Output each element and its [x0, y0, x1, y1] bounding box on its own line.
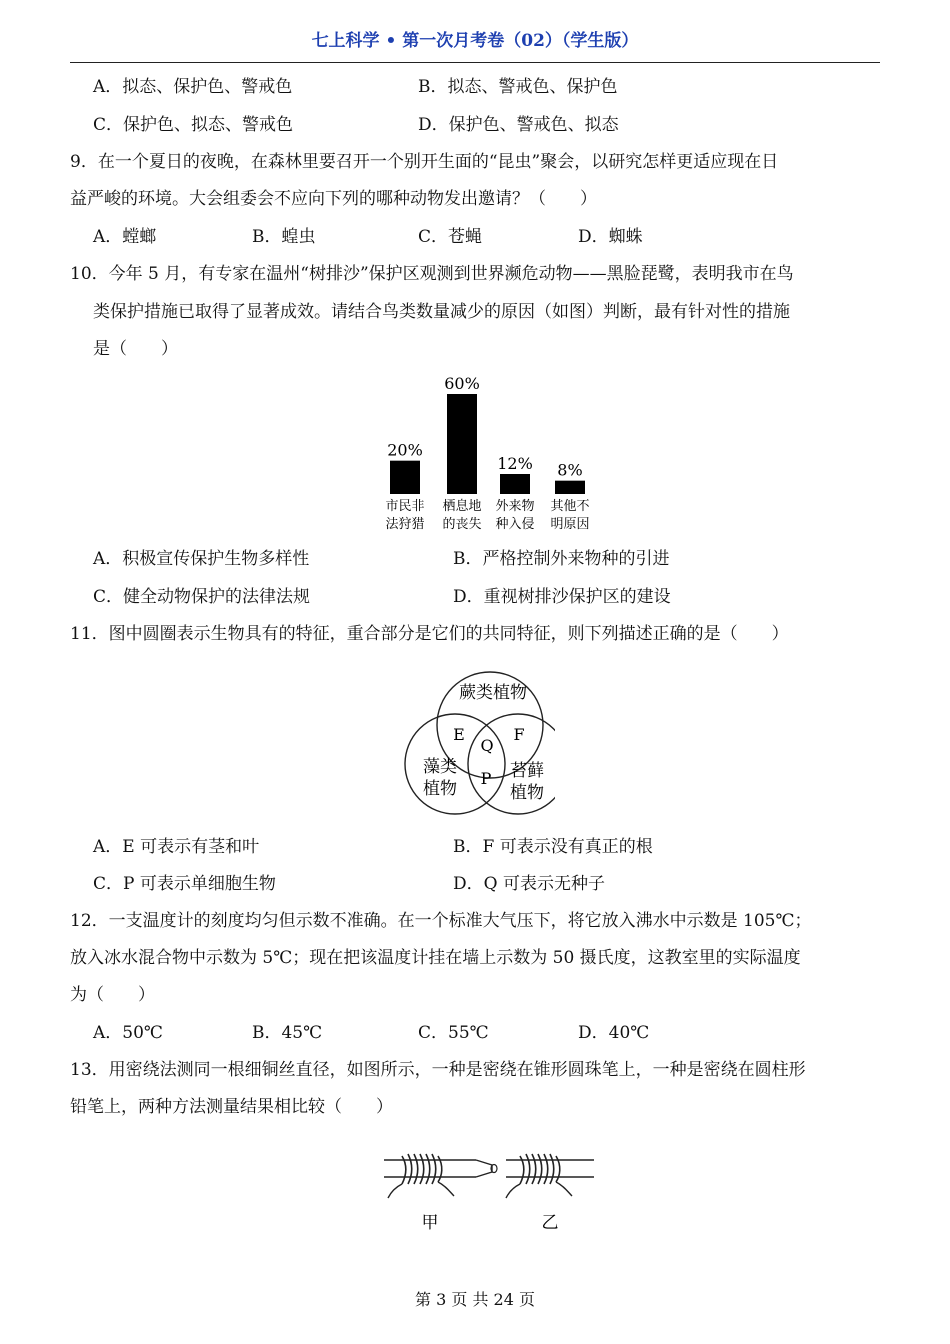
q8-option-d: D．保护色、警戒色、拟态	[418, 115, 619, 135]
q10-option-c: C．健全动物保护的法律法规	[93, 587, 311, 607]
q9-option-d: D．蜘蛛	[578, 227, 643, 247]
q9-option-a: A．螳螂	[93, 227, 157, 247]
bar-value-label-1: 60%	[444, 374, 480, 393]
q12-stem-line3: 为（ ）	[70, 985, 155, 1005]
q13-stem-line1: 13．用密绕法测同一根细铜丝直径，如图所示，一种是密绕在锥形圆珠笔上，一种是密绕在圆柱形	[70, 1060, 806, 1080]
q9-option-c: C．苍蝇	[418, 227, 483, 247]
venn-label-algae-2: 植物	[423, 779, 457, 799]
q10-stem-line2: 类保护措施已取得了显著成效。请结合鸟类数量减少的原因（如图）判断，最有针对性的措施	[93, 302, 790, 322]
q10-stem-line1: 10．今年 5 月，有专家在温州“树排沙”保护区观测到世界濒危动物——黑脸琵鹭，表明我市在鸟	[70, 264, 794, 284]
coil-figures	[380, 1140, 600, 1240]
q8-option-c: C．保护色、拟态、警戒色	[93, 115, 294, 135]
venn-region-q: Q	[480, 736, 494, 755]
bar-category-label-3-line2: 明原因	[550, 517, 590, 532]
bar-category-label-1-line1: 栖息地	[442, 499, 482, 514]
bar-3	[555, 481, 585, 494]
venn-label-fern: 蕨类植物	[459, 683, 527, 703]
page-number: 第 3 页 共 24 页	[415, 1290, 535, 1309]
q11-stem: 11．图中圆圈表示生物具有的特征，重合部分是它们的共同特征，则下列描述正确的是（ ）	[70, 624, 789, 644]
q8-option-b: B．拟态、警戒色、保护色	[418, 77, 618, 97]
coil-on-cone-pen	[384, 1154, 497, 1198]
coil-on-cylinder-pencil	[506, 1154, 594, 1198]
coil-label-jia: 甲	[421, 1213, 439, 1233]
bar-category-label-2-line1: 外来物	[495, 499, 535, 514]
venn-label-moss-1: 苔藓	[510, 761, 544, 781]
q9-stem-line1: 9．在一个夏日的夜晚，在森林里要召开一个别开生面的“昆虫”聚会，以研究怎样更适应现在日	[70, 152, 779, 172]
q11-option-c: C．P 可表示单细胞生物	[93, 874, 276, 894]
venn-label-algae-1: 藻类	[423, 757, 457, 777]
bar-2	[500, 474, 530, 494]
q11-option-a: A．E 可表示有茎和叶	[93, 837, 260, 857]
header-rule	[70, 62, 880, 63]
bar-value-label-3: 8%	[557, 460, 583, 480]
bar-category-label-0-line1: 市民非	[385, 499, 425, 514]
bar-category-label-1-line2: 的丧失	[442, 517, 482, 532]
q10-option-d: D．重视树排沙保护区的建设	[453, 587, 671, 607]
venn-region-p: P	[480, 769, 492, 788]
venn-region-f: F	[513, 725, 525, 744]
q12-option-d: D．40℃	[578, 1023, 650, 1043]
coil-label-yi: 乙	[541, 1213, 559, 1233]
venn-label-moss-2: 植物	[510, 783, 544, 803]
bar-value-label-2: 12%	[497, 454, 533, 473]
q12-option-b: B．45℃	[252, 1023, 323, 1043]
q10-option-a: A．积极宣传保护生物多样性	[93, 549, 310, 569]
q11-option-b: B．F 可表示没有真正的根	[453, 837, 653, 857]
q9-stem-line2: 益严峻的环境。大会组委会不应向下列的哪种动物发出邀请？（ ）	[70, 189, 597, 209]
q13-stem-line2: 铅笔上，两种方法测量结果相比较（ ）	[70, 1097, 393, 1117]
venn-diagram	[395, 660, 555, 820]
bar-value-label-0: 20%	[387, 440, 423, 460]
q12-stem-line1: 12．一支温度计的刻度均匀但示数不准确。在一个标准大气压下，将它放入沸水中示数是 105℃；	[70, 911, 812, 931]
q12-stem-line2: 放入冰水混合物中示数为 5℃；现在把该温度计挂在墙上示数为 50 摄氏度，这教室里的实际温度	[70, 948, 801, 968]
q10-option-b: B．严格控制外来物种的引进	[453, 549, 670, 569]
bar-0	[390, 461, 420, 494]
q12-option-a: A．50℃	[93, 1023, 163, 1043]
q10-stem-line3: 是（ ）	[93, 339, 178, 359]
page-header-title: 七上科学 • 第一次月考卷（02）（学生版）	[311, 31, 639, 51]
q9-option-b: B．蝗虫	[252, 227, 316, 247]
q12-option-c: C．55℃	[418, 1023, 489, 1043]
q11-option-d: D．Q 可表示无种子	[453, 874, 605, 894]
bar-category-label-3-line1: 其他不	[550, 499, 590, 514]
bar-category-label-0-line2: 法狩猎	[385, 517, 425, 532]
bar-category-label-2-line2: 种入侵	[495, 517, 535, 532]
bird-decline-bar-chart	[370, 368, 610, 540]
q8-option-a: A．拟态、保护色、警戒色	[93, 77, 293, 97]
venn-region-e: E	[453, 725, 465, 744]
bar-1	[447, 394, 477, 494]
